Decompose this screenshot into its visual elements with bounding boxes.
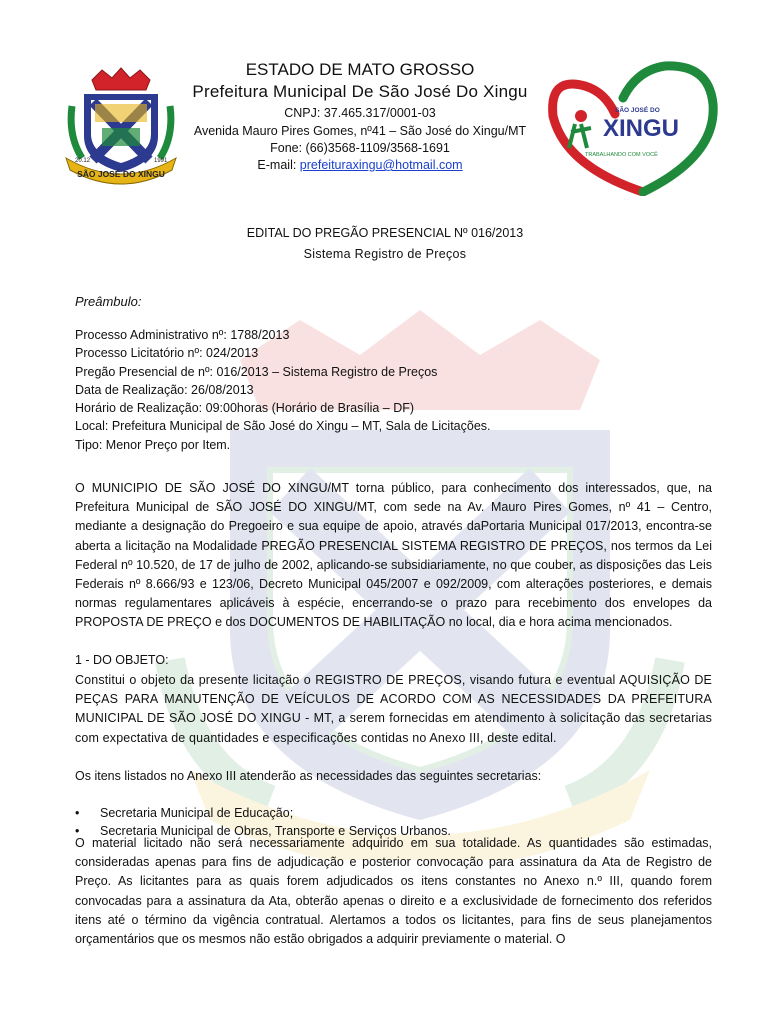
- logo-text-sub: TRABALHANDO COM VOCÊ: [585, 152, 658, 158]
- preamble-item: Pregão Presencial de nº: 016/2013 – Sistema Registro de Preços: [75, 364, 438, 379]
- logo-text-top: SÃO JOSÉ DO: [615, 107, 660, 114]
- bullet-icon: •: [75, 824, 80, 838]
- intro-paragraph: O MUNICIPIO DE SÃO JOSÉ DO XINGU/MT torna público, para conhecimento dos interessados, que, na Prefeitura Municipal de SÃO JOSÉ DO XINGU/MT, com sede na Av. Mauro Pires Gomes, nº 41 – Centro, mediante a designação do Pregoeiro e sua equipe de apoio, através daPortaria Municipal 017/2013, encontra-se aberta a licitação na Modalidade PREGÃO PRESENCIAL SISTEMA REGISTRO DE PREÇOS, nos termos da Lei Federal nº 10.520, de 17 de julho de 2002, aplicando-se subsidiariamente, no que couber, as disposições das Leis Federais nº 8.666/93 e 123/06, Decreto Municipal 045/2007 e 092/2009, com alterações posteriores, e demais normas regulamentares aplicáveis à espécie, encerrando-se o prazo para recebimento dos envelopes da PROPOSTA DE PREÇO e dos DOCUMENTOS DE HABILITAÇÃO no local, dia e hora acima mencionados.: [75, 481, 712, 630]
- preamble-item: Data de Realização: 26/08/2013: [75, 382, 254, 397]
- header-address: Avenida Mauro Pires Gomes, nº41 – São José do Xingu/MT: [193, 124, 527, 138]
- coat-banner-text: SÃO JOSÉ DO XINGU: [77, 169, 165, 179]
- list-item-text: Secretaria Municipal de Educação;: [100, 806, 294, 820]
- preamble-item: Processo Licitatório nº: 024/2013: [75, 346, 259, 361]
- logo-text-main: XINGU: [603, 115, 680, 142]
- preamble-list: [75, 326, 491, 454]
- edital-subtitle: Sistema Registro de Preços: [303, 247, 467, 261]
- section-1-heading: 1 - DO OBJETO:: [75, 653, 169, 667]
- email-label: E-mail:: [257, 158, 300, 172]
- list-item-text: Secretaria Municipal de Obras, Transporte e Serviços Urbanos.: [100, 824, 451, 838]
- preamble-item: Tipo: Menor Preço por Item.: [75, 437, 231, 452]
- coat-of-arms-logo: [62, 66, 180, 188]
- email-link[interactable]: prefeituraxingu@hotmail.com: [299, 158, 463, 172]
- coat-year-left: 20.12: [75, 158, 91, 164]
- edital-title: EDITAL DO PREGÃO PRESENCIAL Nº 016/2013: [246, 226, 524, 240]
- preamble-item: Horário de Realização: 09:00horas (Horário de Brasília – DF): [75, 401, 415, 416]
- section-1-paragraph: Constitui o objeto da presente licitação o REGISTRO DE PREÇOS, visando futura e eventual AQUISIÇÃO DE PEÇAS PARA MANUTENÇÃO DE VEÍCULOS DE ACORDO COM AS NECESSIDADES DA PREFEITURA MUNICIPAL DE SÃO JOSÉ DO XINGU - MT, a serem fornecidas em atendimento à solicitação das secretarias com expectativa de quantidades e especificações contidas no Anexo III, deste edital.: [75, 673, 712, 745]
- preamble-item: Processo Administrativo nº: 1788/2013: [75, 328, 290, 342]
- bullet-icon: •: [75, 806, 80, 820]
- closing-paragraph: O material licitado não será necessariamente adquirido em sua totalidade. As quantidades são estimadas, consideradas apenas para fins de adjudicação e posterior convocação para assinatura da Ata de Registro de Preço. As licitantes para as quais forem adjudicados os itens constantes no Anexo n.º III, quando forem convocadas para a assinatura da Ata, obterão apenas o direito e a exclusividade de fornecimento dos referidos itens até o término da vigência contratual. Alertamos a todos os licitantes, para fins de seus planejamentos orçamentários que os mesmos não estão obrigados a adquirir previamente o material. O: [75, 836, 712, 947]
- items-intro: Os itens listados no Anexo III atenderão as necessidades das seguintes secretarias:: [75, 769, 542, 783]
- coat-year-right: 1991: [154, 158, 168, 164]
- municipal-brand-logo: [545, 56, 720, 196]
- header-prefeitura: Prefeitura Municipal De São José Do Xingu: [192, 82, 528, 101]
- preamble-item: Local: Prefeitura Municipal de São José do Xingu – MT, Sala de Licitações.: [75, 419, 491, 434]
- header-state: ESTADO DE MATO GROSSO: [245, 60, 475, 79]
- header-email-line: [180, 158, 540, 172]
- list-item: [75, 804, 451, 822]
- header-phone: Fone: (66)3568-1109/3568-1691: [270, 141, 450, 155]
- header-cnpj: CNPJ: 37.465.317/0001-03: [284, 106, 436, 120]
- preamble-heading: Preâmbulo:: [75, 294, 142, 309]
